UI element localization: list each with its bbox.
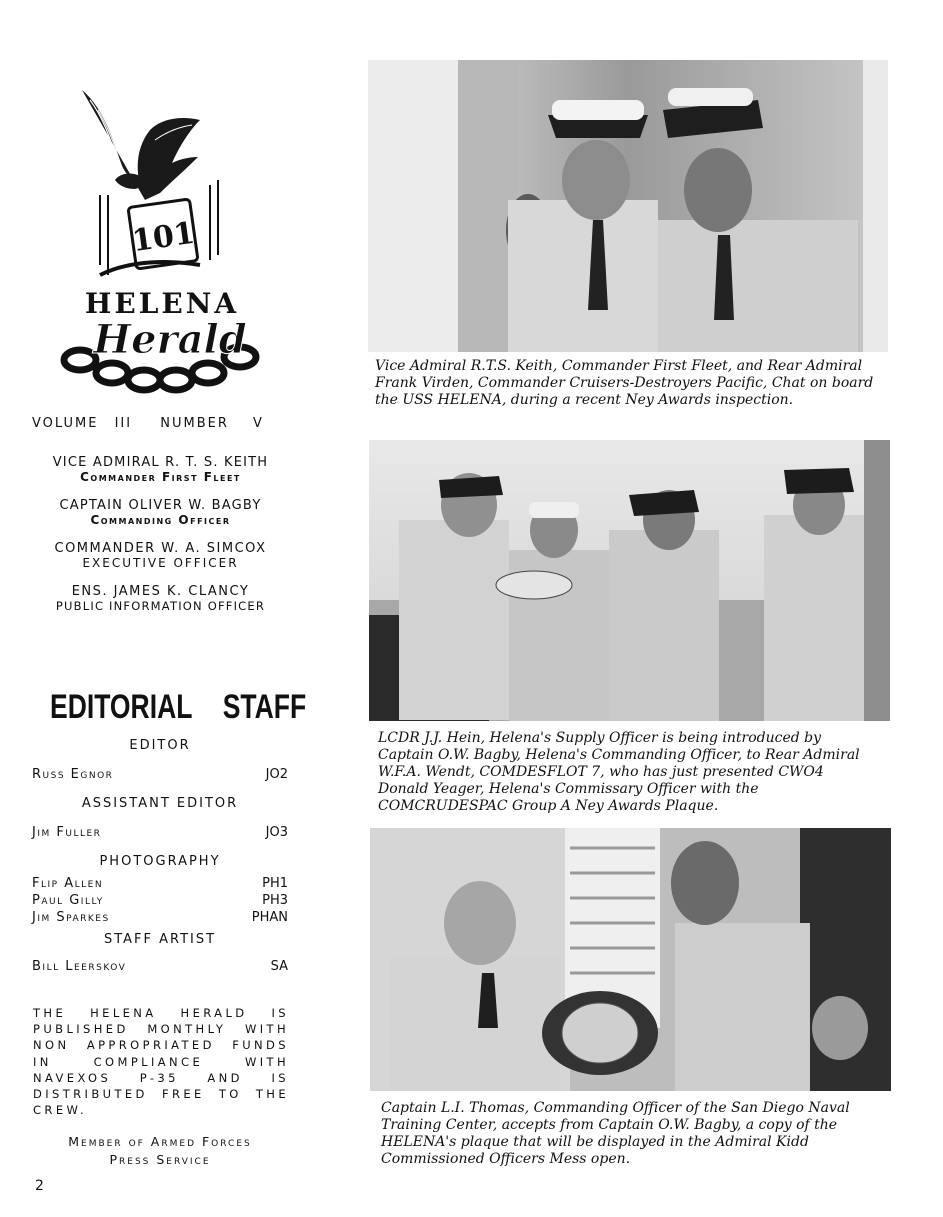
press-service-line2: Press Service — [109, 1152, 211, 1167]
photo-plaque-presentation — [369, 440, 890, 721]
staff-row — [32, 892, 288, 909]
editorial-heading: EDITORIAL STAFF — [50, 688, 307, 726]
staff-row — [32, 959, 288, 974]
photo-officers-on-deck — [368, 60, 888, 352]
officer-entry — [28, 455, 293, 484]
officer-name: COMMANDER W. A. SIMCOX — [54, 541, 267, 556]
masthead-subtitle: Herald — [93, 316, 247, 363]
officer-block — [28, 455, 293, 613]
volume-value: III — [114, 416, 133, 431]
officer-role: EXECUTIVE OFFICER — [82, 556, 239, 570]
photo-caption: Vice Admiral R.T.S. Keith, Commander First Fleet, and Rear Admiral Frank Virden, Commander Cruisers-Destroyers Pacific, Chat on board the USS HELENA, during a recent Ney Awards inspection. — [375, 358, 874, 408]
staff-name: Jim Fuller — [32, 825, 102, 840]
volume-line — [32, 416, 292, 434]
officer-name: ENS. JAMES K. CLANCY — [71, 584, 250, 599]
officer-entry — [28, 541, 293, 570]
staff-rate: JO2 — [265, 767, 288, 782]
staff-rate: SA — [270, 959, 288, 974]
officer-role: Commanding Officer — [90, 513, 231, 527]
number-label: NUMBER — [160, 416, 229, 431]
staff-row — [32, 767, 288, 782]
staff-name: Flip Allen — [32, 876, 104, 891]
staff-rate: JO3 — [265, 825, 288, 840]
press-service — [30, 1134, 290, 1167]
staff-rate: PH3 — [262, 893, 288, 908]
eagle-logo — [60, 85, 265, 400]
press-service-line1: Member of Armed Forces — [68, 1134, 252, 1149]
volume-label: VOLUME — [32, 416, 99, 431]
staff-name: Paul Gilly — [32, 893, 104, 908]
officer-entry — [28, 584, 293, 613]
masthead-title: HELENA — [84, 287, 240, 320]
photo-caption: Captain L.I. Thomas, Commanding Officer of the San Diego Naval Training Center, accepts from Captain O.W. Bagby, a copy of the HELENA's plaque that will be displayed in the Admiral Kidd Commissioned Officers Mess open. — [381, 1100, 850, 1167]
photo-caption: LCDR J.J. Hein, Helena's Supply Officer is being introduced by Captain O.W. Bagby, Helena's Commanding Officer, to Rear Admiral W.F.A. Wendt, COMDESFLOT 7, who has just presented CWO4 Donald Yeager, Helena's Commissary Officer with the COMCRUDESPAC Group A Ney Awards Plaque. — [378, 730, 860, 814]
emblem-number: 101 — [130, 215, 197, 260]
officer-role: Commander First Fleet — [80, 470, 241, 484]
number-value: V — [253, 416, 264, 431]
staff-rate: PHAN — [251, 910, 288, 925]
officer-name: VICE ADMIRAL R. T. S. KEITH — [52, 455, 269, 470]
editor-label: EDITOR — [129, 738, 191, 753]
staff-name: Russ Egnor — [32, 767, 114, 782]
staff-block — [32, 738, 288, 974]
staff-row — [32, 825, 288, 840]
staff-rate: PH1 — [262, 876, 288, 891]
officer-role: PUBLIC INFORMATION OFFICER — [55, 599, 266, 613]
photo-plaque-handover — [370, 828, 891, 1091]
officer-name: CAPTAIN OLIVER W. BAGBY — [59, 498, 262, 513]
staff-name: Jim Sparkes — [32, 910, 110, 925]
publication-note: THE HELENA HERALD IS PUBLISHED MONTHLY WITH NON APPROPRIATED FUNDS IN COMPLIANCE WITH NAVEXOS P-35 AND IS DISTRIBUTED FREE TO THE CREW. — [33, 1006, 289, 1118]
staff-row — [32, 909, 288, 926]
masthead-emblem — [60, 85, 265, 400]
photography-label: PHOTOGRAPHY — [99, 854, 221, 869]
artist-label: STAFF ARTIST — [103, 932, 217, 947]
officer-entry — [28, 498, 293, 527]
staff-name: Bill Leerskov — [32, 959, 127, 974]
staff-row — [32, 875, 288, 892]
assistant-label: ASSISTANT EDITOR — [81, 796, 239, 811]
page-number: 2 — [35, 1178, 44, 1194]
